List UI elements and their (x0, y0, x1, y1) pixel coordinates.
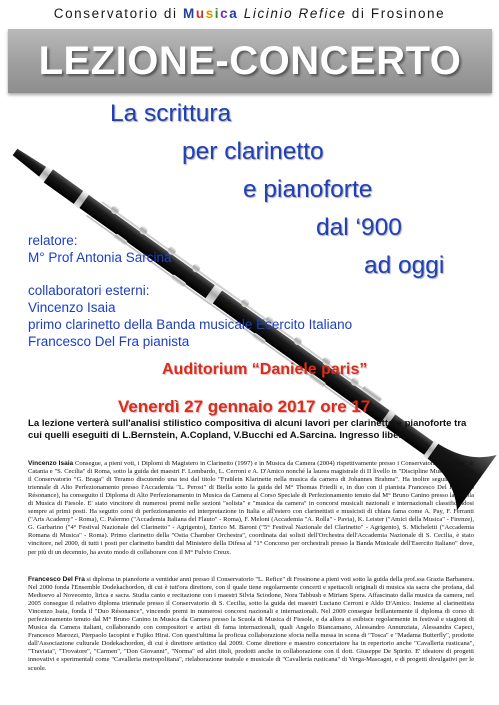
event-date: Venerdì 27 gennaio 2017 ore 17 (118, 397, 371, 416)
title-line-1: La scrittura (110, 100, 232, 127)
title-line-4: dal ‘900 (316, 214, 402, 241)
header-letter-m: M (182, 6, 196, 21)
bio-isaia-text: Consegue, a pieni voti, i Diplomi di Magistero in Clarinetto (1997) e in Musica da Camera (2004) rispettivamente presso i Conservatori "V. Bellini" di Catania e "S. Cecilia" di Roma, sotto la guida dei maestri F. Lombardo, L. Cerroni e A. D'Amico nonché la laurea magistrale di II livello in "Discipline Musicali" presso il Conservatorio "G. Braga" di Teramo discutendo una tesi dal titolo "Fraülein Klarinette nella musica da camera di Johannes Brahms". Ha inoltre seguito il corso triennale di Alto Perfezionamento presso l'Accademia "L. Perosi" di Biella sotto la guida del M° Thomas Friedli e, in duo con il pianista Francesco Del Fra (Duo Résonance), ha conseguito il Diploma di Alto Perfezionamento in Musica da Camera al Corso Speciale di Perfezionamento tenuto dal M° Bruno Canino presso la Scuola di Musica di Fiesole. E' stato vincitore di numerosi premi nelle sezioni "solista" e "musica da camera" in concorsi musicali nazionali e internazionali classificandosi sempre ai primi posti. Ha seguito corsi di perfezionamento ed interpretazione in Italia e all'estero con clarinettisti e musicisti di chiara fama come A. Pay, F. Ferranti ("Arts Academy" - Roma), C. Palermo ("Accademia Italiana del Flauto" - Roma), F. Meloni (Accademia "A. Rolla" - Pavia), K. Leister ("Amici della Musica" - Firenze), G. Garbarino ("4° Festival Nazionale del Clarinetto" - Agrigento), Enrico M. Baroni ("5° Festival Nazionale del Clarinetto" - Agrigento), S. Micheletti ("Accademia Romana di Musica" - Roma). Primo clarinetto della "Ostia Chamber Orchestra", coordinata dai solisti dell'Orchestra dell'Accademia Nazionale di S. Cecilia, è stato vincitore, nel 2000, di tutti i posti per clarinetto banditi dal Ministero della Difesa al "1° Concorso per orchestrali presso la Banda Musicale dell'Esercito Italiano" dove, per più di un decennio, ha avuto modo di collaborare con il M° Fulvio Creux. (28, 460, 474, 556)
header-letter-c: c (220, 6, 230, 21)
banner-title: LEZIONE-CONCERTO (38, 39, 462, 83)
title-line-3: e pianoforte (243, 176, 373, 203)
bio-delfra-name: Francesco Del Fra (28, 576, 85, 583)
title-line-2: per clarinetto (182, 138, 324, 165)
collaboratore-2: primo clarinetto della Banda musicale Esercito Italiano (28, 317, 353, 332)
header-letter-u: u (195, 6, 206, 21)
bio-delfra-text: si diploma in pianoforte a ventidue anni presso il Conservatorio "L. Refice" di Frosinone a pieni voti sotto la guida della prof.ssa Grazia Barbanera. Nel 2000 fonda l'Ensemble Dodekachordon, di cui è tutt'ora direttore, con il quale tiene regolarmente concerti e spettacoli originali di musica sia sacra che profana, dal Medioevo al Novecento, lirica e sacra. Studia canto e recitazione con i maestri Silvia Sciodone, Nora Tabbush e Miriam Spera. Affascinato dalla musica da camera, nel 2005 consegue il relativo diploma triennale presso il Conservatorio di S. Cecilia, sotto la guida dei maestri Luciano Cerroni e Aldo D'Amico. Insieme al clarinettista Vincenzo Isaia, fonda il "Duo Résonance", vincendo premi in numerosi concorsi nazionali e internazionali. Nel 2009 consegue brillantemente il diploma di corso di perfezionamento tenuto dal M° Bruno Canino in Musica da Camera presso la Scuola di Musica di Fiesole, e da allora si esibisce regolarmente in festival e stagioni di Musica da Camera italiani, collaborando con compositori e artisti di fama internazionali, quali Angelo Biancamano, Alessandro Annunziata, Alessandra Capeci, Francesco Marozzi, Pierpaolo Iacopini e Fujiko Hirai. Con quest'ultima la proficua collaborazione sfocia nella messa in scena di "Tosca" e "Madama Butterfly", prodotte dall'Associazione culturale Dodekachordon, di cui è direttore artistico dal 2009. Come direttore e maestro concertatore ha in repertorio anche "Cavalleria rusticana", "Traviata", "Trovatore", "Carmen", "Don Giovanni", "Norma" ed altri titoli, prodotti anche in collaborazione con il dott. Giuseppe De Spirito. E' ideatore di progetti innovativi e sperimentali come "Cavalleria metropolitana", rielaborazione teatrale e musicale di "Cavalleria rusticana" di Verga-Mascagni, e di progetti divulgativi per le scuole. (28, 576, 474, 672)
clarinet-mouthpiece (12, 147, 47, 177)
bio-delfra (28, 576, 474, 673)
title-line-5: ad oggi (364, 252, 445, 279)
header-suffix: di Frosinone (346, 6, 446, 21)
collaboratore-1: Vincenzo Isaia (28, 300, 116, 315)
relatore-label: relatore: (28, 233, 78, 248)
intro-paragraph: La lezione verterà sull'analisi stilistico compositiva di alcuni lavori per clarinetto e pianoforte tra cui quelli eseguiti di L.Bernstein, A.Copland, V.Bucchi ed A.Sarcina. Ingresso libero (28, 418, 467, 441)
header-name: Licinio Refice (243, 6, 347, 21)
relatore-name: M° Prof Antonia Sarcina (28, 250, 172, 265)
bio-isaia-name: Vincenzo Isaia (28, 460, 74, 467)
header-letter-a: a (229, 6, 239, 21)
collaboratori-label: collaboratori esterni: (28, 283, 150, 298)
bio-isaia (28, 460, 474, 557)
collaboratore-3: Francesco Del Fra pianista (28, 334, 190, 349)
venue: Auditorium “Daniele paris” (162, 361, 368, 378)
header-letter-i: i (214, 6, 221, 21)
header-letter-s: s (205, 6, 215, 21)
header-prefix: Conservatorio di (53, 6, 183, 21)
